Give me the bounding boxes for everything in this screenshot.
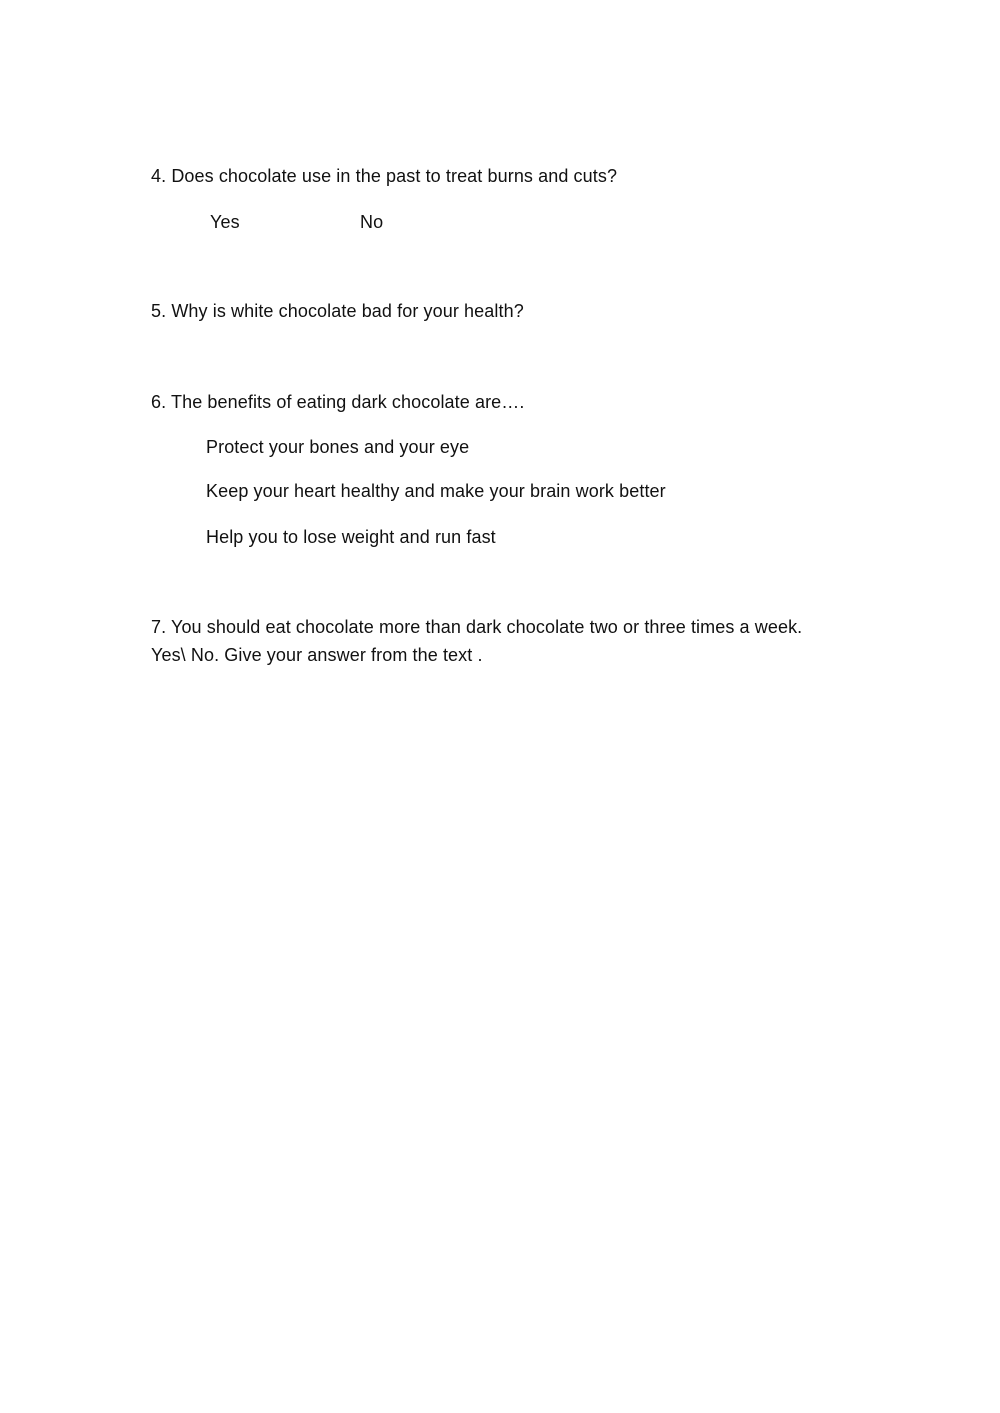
q6-option-2: Keep your heart healthy and make your brain work better bbox=[206, 481, 666, 501]
q6-option-3: Help you to lose weight and run fast bbox=[206, 527, 496, 547]
question-7-line-2: Yes\ No. Give your answer from the text . bbox=[151, 645, 483, 665]
q4-option-no: No bbox=[360, 212, 384, 232]
q6-option-1: Protect your bones and your eye bbox=[206, 437, 470, 457]
question-4: 4. Does chocolate use in the past to treat burns and cuts? bbox=[151, 166, 618, 186]
question-5: 5. Why is white chocolate bad for your health? bbox=[151, 301, 524, 321]
question-7-line-1: 7. You should eat chocolate more than dark chocolate two or three times a week. bbox=[151, 617, 803, 637]
q4-option-yes: Yes bbox=[210, 212, 240, 232]
question-6: 6. The benefits of eating dark chocolate are…. bbox=[151, 392, 525, 412]
